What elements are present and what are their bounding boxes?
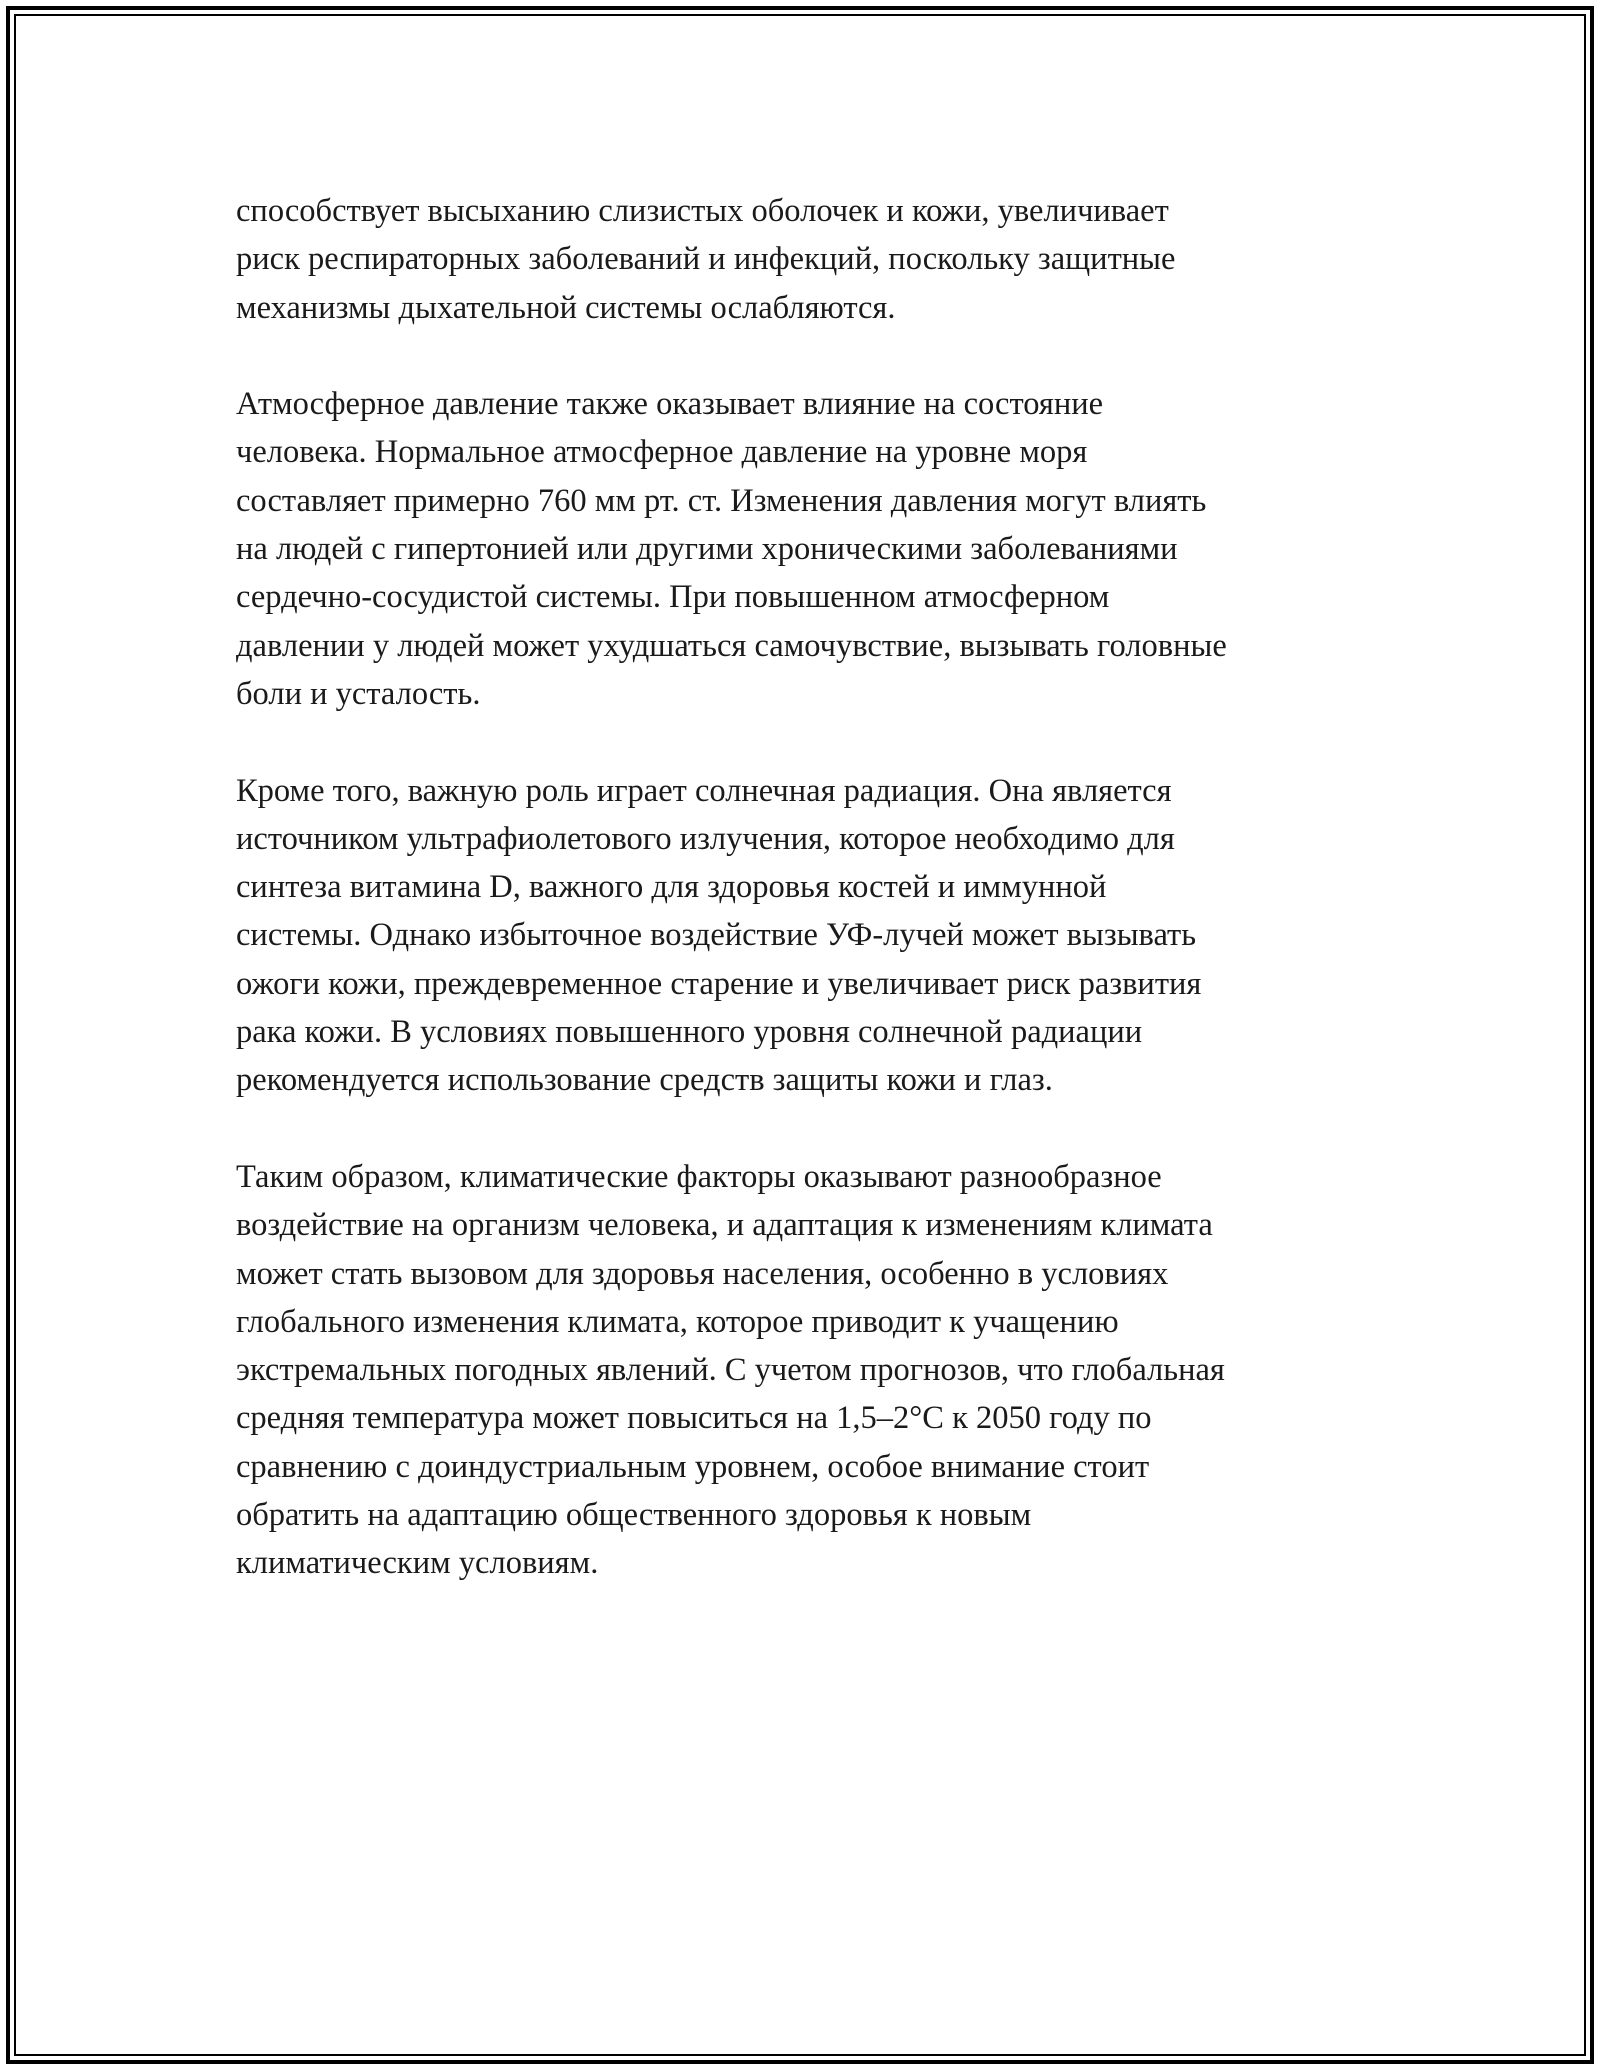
paragraph-solar-radiation [236, 767, 1386, 1105]
text-line: системы. Однако избыточное воздействие УФ-лучей может вызывать [236, 917, 1197, 954]
text-line: средняя температура может повыситься на 1,5–2°С к 2050 году по [236, 1400, 1152, 1437]
document-body [236, 187, 1386, 1636]
text-line: Таким образом, климатические факторы оказывают разнообразное [236, 1158, 1162, 1195]
text-line: механизмы дыхательной системы ослабляются. [236, 289, 896, 326]
text-line: обратить на адаптацию общественного здоровья к новым [236, 1497, 1032, 1534]
text-line: рака кожи. В условиях повышенного уровня солнечной радиации [236, 1014, 1143, 1051]
text-line: источником ультрафиолетового излучения, которое необходимо для [236, 820, 1175, 857]
text-line: сердечно-сосудистой системы. При повышенном атмосферном [236, 579, 1110, 616]
text-line: рекомендуется использование средств защиты кожи и глаз. [236, 1062, 1053, 1099]
paragraph-pressure [236, 380, 1386, 718]
text-line: воздействие на организм человека, и адаптация к изменениям климата [236, 1207, 1213, 1244]
text-line: глобального изменения климата, которое приводит к учащению [236, 1303, 1119, 1340]
paragraph-conclusion [236, 1153, 1386, 1588]
text-line: человека. Нормальное атмосферное давление на уровне моря [236, 434, 1088, 471]
text-line: ожоги кожи, преждевременное старение и увеличивает риск развития [236, 965, 1202, 1002]
text-line: на людей с гипертонией или другими хроническими заболеваниями [236, 531, 1178, 568]
paragraph-humidity [236, 187, 1386, 332]
text-line: климатическим условиям. [236, 1545, 599, 1582]
text-line: может стать вызовом для здоровья населения, особенно в условиях [236, 1255, 1169, 1292]
text-line: экстремальных погодных явлений. С учетом прогнозов, что глобальная [236, 1352, 1225, 1389]
text-line: сравнению с доиндустриальным уровнем, особое внимание стоит [236, 1448, 1150, 1485]
text-line: боли и усталость. [236, 675, 481, 712]
text-line: способствует высыханию слизистых оболочек и кожи, увеличивает [236, 193, 1169, 229]
text-line: Кроме того, важную роль играет солнечная радиация. Она является [236, 772, 1172, 809]
text-line: Атмосферное давление также оказывает влияние на состояние [236, 386, 1104, 423]
text-line: составляет примерно 760 мм рт. ст. Изменения давления могут влиять [236, 482, 1207, 519]
text-line: риск респираторных заболеваний и инфекций, поскольку защитные [236, 241, 1176, 278]
text-line: синтеза витамина D, важного для здоровья костей и иммунной [236, 869, 1107, 906]
text-line: давлении у людей может ухудшаться самочувствие, вызывать головные [236, 627, 1227, 664]
